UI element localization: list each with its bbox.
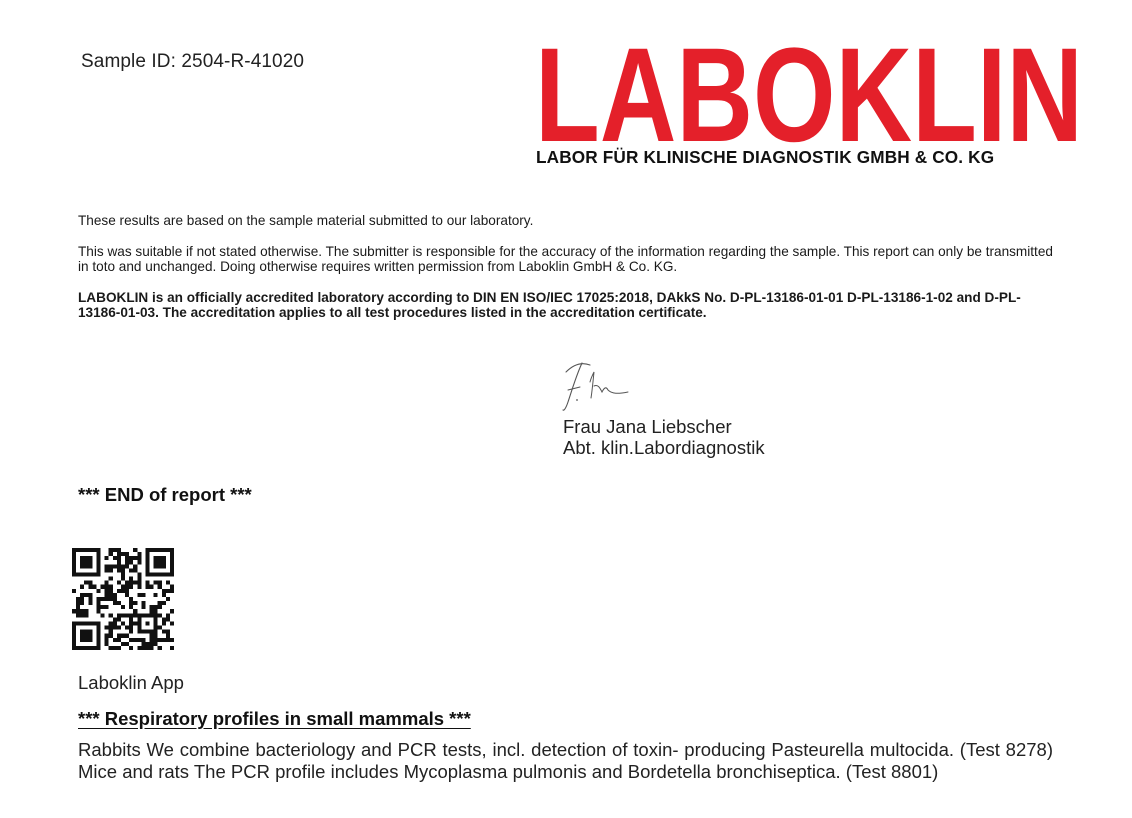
disclaimer-line-2: This was suitable if not stated otherwise. The submitter is responsible for the accuracy of the information regarding the sample. This report can only be transmitted in toto and unchanged. Doing otherwise requires written permission from Laboklin GmbH & Co. KG. [78, 244, 1053, 274]
laboklin-logo [533, 42, 1085, 146]
sample-id: Sample ID: 2504-R-41020 [81, 51, 305, 72]
qr-code[interactable] [72, 548, 174, 650]
disclaimer-line-1: These results are based on the sample material submitted to our laboratory. [78, 213, 534, 228]
signatory-department: Abt. klin.Labordiagnostik [563, 437, 765, 458]
handwritten-signature [560, 356, 630, 414]
end-of-report-marker: *** END of report *** [78, 484, 252, 505]
profile-heading: *** Respiratory profiles in small mammals *** [78, 708, 471, 729]
logo-tagline: LABOR FÜR KLINISCHE DIAGNOSTIK GMBH & CO. KG [536, 147, 995, 167]
app-label: Laboklin App [78, 672, 184, 693]
accreditation-notice: LABOKLIN is an officially accredited laboratory according to DIN EN ISO/IEC 17025:2018, DAkkS No. D-PL-13186-01-01 D-PL-13186-1-02 and D-PL-13186-01-03. The accreditation applies to all test procedures listed in the accreditation certificate. [78, 290, 1021, 320]
profile-description: Rabbits We combine bacteriology and PCR tests, incl. detection of toxin- producing Pasteurella multocida. (Test 8278) Mice and rats The PCR profile includes Mycoplasma pulmonis and Bordetella bronchiseptica. (Test 8801) [78, 739, 1053, 782]
logo-wordmark-text: LABOKLIN [535, 42, 1083, 146]
signatory-name: Frau Jana Liebscher [563, 416, 732, 437]
